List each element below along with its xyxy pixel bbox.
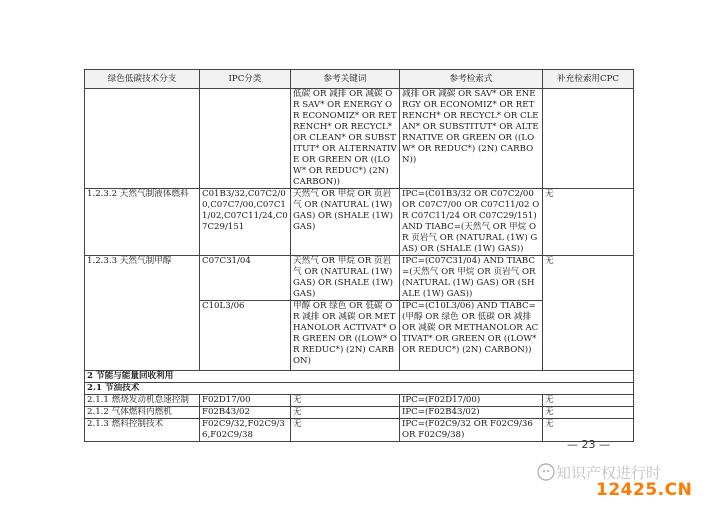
cell-keywords: 天然气 OR 甲烷 OR 页岩气 OR (NATURAL (1W) GAS) OR (SHALE (1W) GAS) bbox=[291, 189, 400, 256]
header-ipc: IPC分类 bbox=[200, 70, 291, 89]
cell-query: IPC=(F02C9/32 OR F02C9/36 OR F02C9/38) bbox=[400, 419, 543, 442]
table-row bbox=[85, 395, 634, 407]
cell-ipc: F02C9/32,F02C9/36,F02C9/38 bbox=[200, 419, 291, 442]
table-row bbox=[85, 419, 634, 442]
section-heading-2: 2 节能与能量回收利用 bbox=[85, 371, 634, 383]
table-header-row bbox=[85, 70, 634, 89]
cell-branch bbox=[85, 89, 200, 189]
cell-keywords: 无 bbox=[291, 419, 400, 442]
header-branch: 绿色低碳技术分支 bbox=[85, 70, 200, 89]
cell-ipc: F02B43/02 bbox=[200, 407, 291, 419]
header-query: 参考检索式 bbox=[400, 70, 543, 89]
cell-ipc: C07C31/04 bbox=[200, 256, 291, 301]
cell-query: IPC=(C01B3/32 OR C07C2/00 OR C07C7/00 OR C07C11/02 OR C07C11/24 OR C07C29/151) AND TIABC=(天然气 OR 甲烷 OR 页岩气 OR (NATURAL (1W) GAS) OR (SHALE (1W) GAS)) bbox=[400, 189, 543, 256]
cell-query: IPC=(F02B43/02) bbox=[400, 407, 543, 419]
table-row bbox=[85, 256, 634, 301]
cell-query: IPC=(C10L3/06) AND TIABC=(甲醇 OR 绿色 OR 低碳 OR 减排 OR 减碳 OR METHANOLOR ACTIVAT* OR GREEN OR ((LOW* OR REDUC*) (2N) CARBON)) bbox=[400, 301, 543, 371]
page-number: — 23 — bbox=[567, 438, 610, 451]
cell-cpc: 无 bbox=[543, 256, 634, 371]
cell-ipc: C01B3/32,C07C2/00,C07C7/00,C07C11/02,C07C11/24,C07C29/151 bbox=[200, 189, 291, 256]
cell-cpc bbox=[543, 89, 634, 189]
cell-cpc: 无 bbox=[543, 189, 634, 256]
cell-ipc bbox=[200, 89, 291, 189]
cell-cpc: 无 bbox=[543, 419, 634, 442]
cell-keywords: 无 bbox=[291, 407, 400, 419]
cell-ipc: C10L3/06 bbox=[200, 301, 291, 371]
cell-keywords: 低碳 OR 减排 OR 减碳 OR SAV* OR ENERGY OR ECONOMIZ* OR RETRENCH* OR RECYCL* OR CLEAN* OR SUBSTITUT* OR ALTERNATIVE OR GREEN OR ((LOW* OR REDUC*) (2N) CARBON)) bbox=[291, 89, 400, 189]
table-row bbox=[85, 189, 634, 256]
header-keywords: 参考关键词 bbox=[291, 70, 400, 89]
cell-branch: 2.1.3 燃料控制技术 bbox=[85, 419, 200, 442]
section-row bbox=[85, 383, 634, 395]
section-heading-2-1: 2.1 节油技术 bbox=[85, 383, 634, 395]
cell-branch: 1.2.3.2 天然气制液体燃料 bbox=[85, 189, 200, 256]
table-row bbox=[85, 89, 634, 189]
cell-branch: 2.1.1 燃烧发动机怠速控制 bbox=[85, 395, 200, 407]
watermark-text: 知识产权进行时 bbox=[556, 464, 662, 482]
cell-query: IPC=(C07C31/04) AND TIABC=(天然气 OR 甲烷 OR 页岩气 OR (NATURAL (1W) GAS) OR (SHALE (1W) GAS)) bbox=[400, 256, 543, 301]
cell-cpc: 无 bbox=[543, 395, 634, 407]
cell-branch: 2.1.2 气体燃料内燃机 bbox=[85, 407, 200, 419]
ipc-search-table bbox=[84, 69, 634, 442]
cell-cpc: 无 bbox=[543, 407, 634, 419]
header-cpc: 补充检索用CPC bbox=[543, 70, 634, 89]
cell-ipc: F02D17/00 bbox=[200, 395, 291, 407]
cell-query: 减排 OR 减碳 OR SAV* OR ENERGY OR ECONOMIZ* OR RETRENCH* OR RECYCL* OR CLEAN* OR SUBSTITUT* OR ALTERNATIVE OR GREEN OR ((LOW* OR REDUC*) (2N) CARBON)) bbox=[400, 89, 543, 189]
site-logo: 12425.CN bbox=[596, 480, 693, 500]
cell-branch: 1.2.3.3 天然气制甲醇 bbox=[85, 256, 200, 371]
section-row bbox=[85, 371, 634, 383]
table-row bbox=[85, 407, 634, 419]
wechat-icon bbox=[537, 463, 555, 481]
cell-keywords: 甲醇 OR 绿色 OR 低碳 OR 减排 OR 减碳 OR METHANOLOR ACTIVAT* OR GREEN OR ((LOW* OR REDUC*) (2N) CARBON) bbox=[291, 301, 400, 371]
cell-keywords: 天然气 OR 甲烷 OR 页岩气 OR (NATURAL (1W) GAS) OR (SHALE (1W) GAS) bbox=[291, 256, 400, 301]
cell-query: IPC=(F02D17/00) bbox=[400, 395, 543, 407]
cell-keywords: 无 bbox=[291, 395, 400, 407]
